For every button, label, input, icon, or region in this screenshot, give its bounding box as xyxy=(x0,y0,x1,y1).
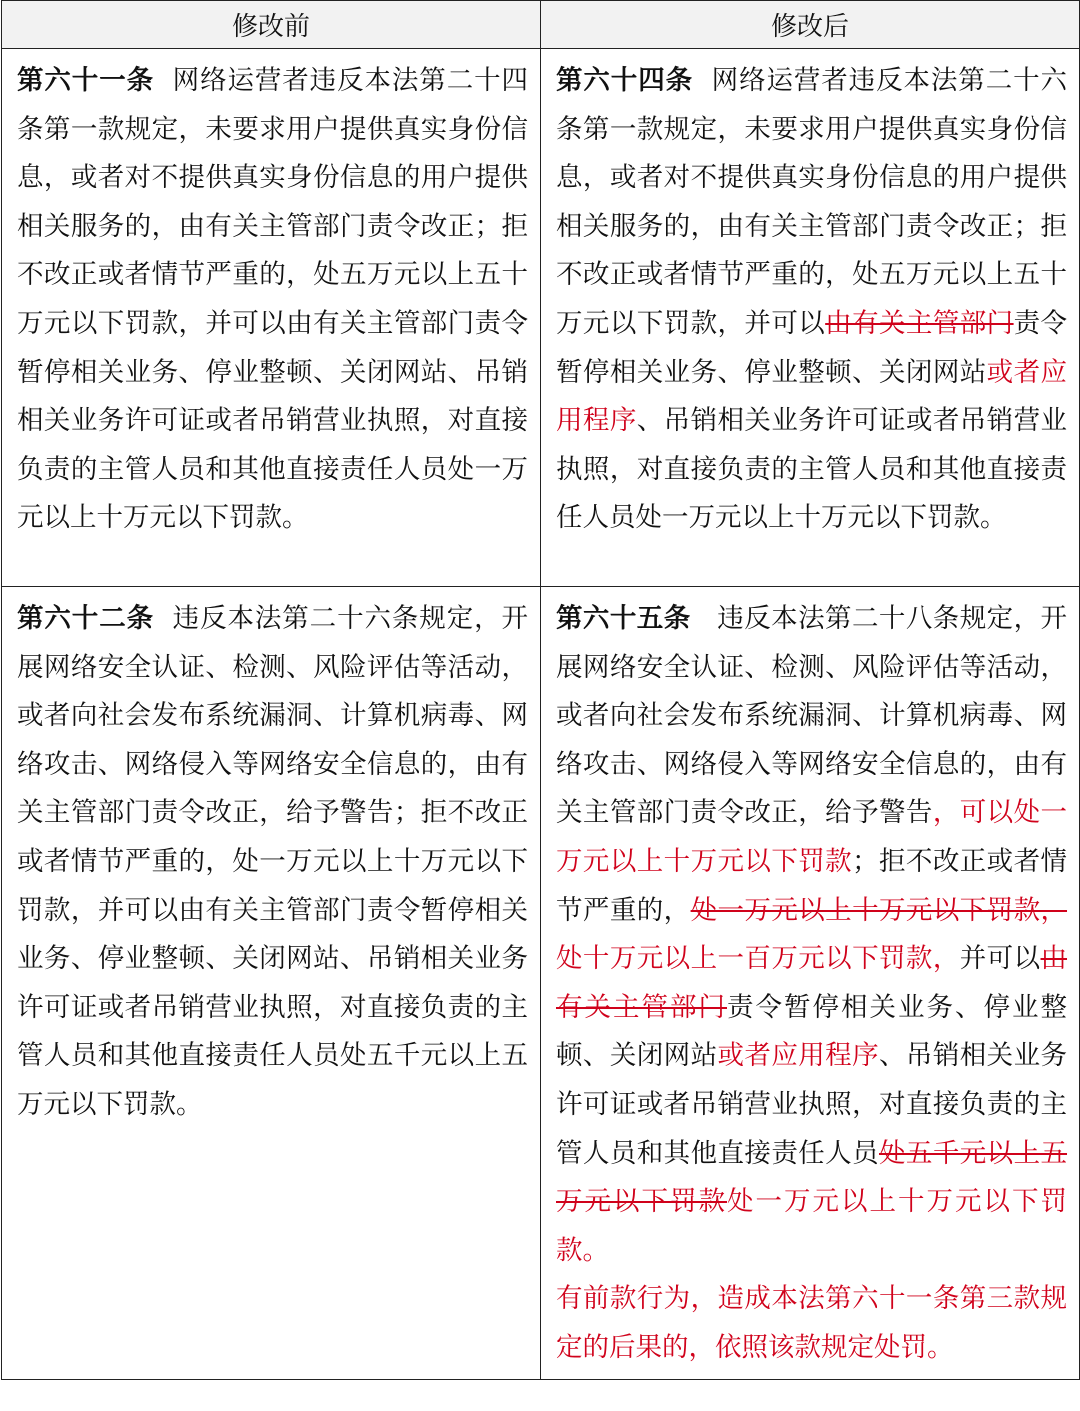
article-text: 网络运营者违反本法第二十四条第一款规定，未要求用户提供真实身份信息，或者对不提供真实身份信息的用户提供相关服务的，由有关主管部门责令改正；拒不改正或者情节严重的，处五万元以上五十万元以下罚款，并可以由有关主管部门责令暂停相关业务、停业整顿、关闭网站、吊销相关业务许可证或者吊销营业执照，对直接负责的主管人员和其他直接责任人员处一万元以上十万元以下罚款。 xyxy=(17,65,528,534)
cell-after-article-64 xyxy=(541,49,1080,587)
table-header-row xyxy=(2,1,1080,49)
amended-text xyxy=(556,65,1067,533)
table-row xyxy=(2,587,1080,1380)
unchanged-text: ；拒不改正或者情节严重的， xyxy=(556,845,1068,926)
added-paragraph: 有前款行为，造成本法第六十一条第三款规定的后果的，依照该款规定处罚。 xyxy=(556,1283,1067,1363)
article-number: 第六十五条 xyxy=(556,603,691,634)
inserted-text: 或者应用程序 xyxy=(717,1040,879,1072)
header-after: 修改后 xyxy=(541,1,1080,49)
cell-after-article-65 xyxy=(541,587,1080,1380)
cell-before-article-62 xyxy=(2,587,541,1380)
comparison-table xyxy=(1,0,1080,1380)
article-number: 第六十一条 xyxy=(17,65,155,96)
amended-text xyxy=(556,603,1067,1266)
unchanged-text: 责令暂停相关业务、停业整顿、关闭网站 xyxy=(556,307,1068,388)
unchanged-text: 责令暂停相关业务、停业整顿、关闭网站 xyxy=(556,991,1067,1072)
inserted-text: 处一万元以上十万元以下罚款。 xyxy=(556,1186,1067,1266)
header-before: 修改前 xyxy=(2,1,541,49)
deleted-text: 由有关主管部门 xyxy=(825,307,1014,339)
deleted-text: 处五千元以上五万元以下罚款 xyxy=(556,1137,1068,1218)
article-number: 第六十四条 xyxy=(556,65,694,96)
deleted-text: 处一万元以上十万元以下罚款， xyxy=(690,894,1068,926)
unchanged-text: 并可以 xyxy=(959,943,1041,975)
unchanged-text: 、吊销相关业务许可证或者吊销营业执照，对直接负责的主管人员和其他直接责任人员处一万元以上十万元以下罚款。 xyxy=(556,405,1067,534)
deleted-text: 由有关主管部门 xyxy=(556,943,1068,1023)
cell-before-article-61 xyxy=(2,49,541,587)
unchanged-text: 网络运营者违反本法第二十六条第一款规定，未要求用户提供真实身份信息，或者对不提供真实身份信息的用户提供相关服务的，由有关主管部门责令改正；拒不改正或者情节严重的，处五万元以上五十万元以下罚款，并可以 xyxy=(556,65,1067,339)
inserted-text: ，可以处一万元以上十万元以下罚款 xyxy=(556,797,1068,877)
unchanged-text: 、吊销相关业务许可证或者吊销营业执照，对直接负责的主管人员和其他直接责任人员 xyxy=(556,1040,1068,1169)
article-number: 第六十二条 xyxy=(17,603,155,634)
inserted-text: 或者应用程序 xyxy=(556,356,1068,437)
inserted-text: 处十万元以上一百万元以下罚款， xyxy=(556,943,960,975)
article-text: 违反本法第二十六条规定，开展网络安全认证、检测、风险评估等活动，或者向社会发布系统漏洞、计算机病毒、网络攻击、网络侵入等网络安全信息的，由有关主管部门责令改正，给予警告；拒不改正或者情节严重的，处一万元以上十万元以下罚款，并可以由有关主管部门责令暂停相关业务、停业整顿、关闭网站、吊销相关业务许可证或者吊销营业执照，对直接负责的主管人员和其他直接责任人员处五千元以上五万元以下罚款。 xyxy=(17,603,528,1120)
unchanged-text: 违反本法第二十八条规定，开展网络安全认证、检测、风险评估等活动，或者向社会发布系统漏洞、计算机病毒、网络攻击、网络侵入等网络安全信息的，由有关主管部门责令改正，给予警告 xyxy=(556,603,1068,829)
table-row xyxy=(2,49,1080,587)
